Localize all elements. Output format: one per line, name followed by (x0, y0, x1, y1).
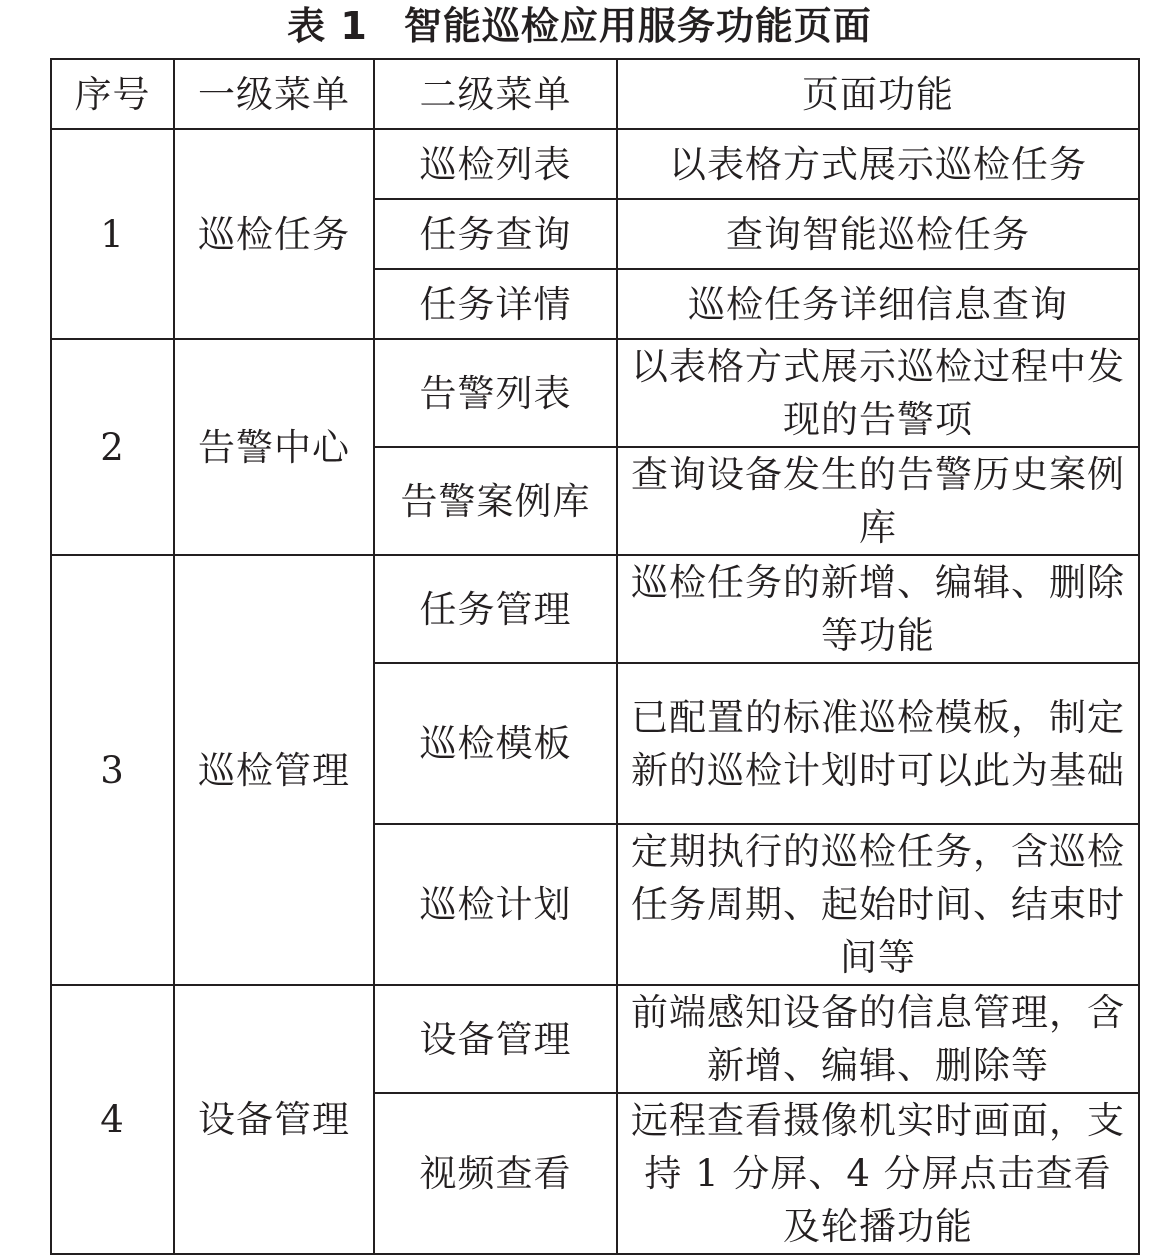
level2-menu: 设备管理 (374, 985, 617, 1093)
header-row (51, 59, 1139, 129)
header-function: 页面功能 (617, 59, 1139, 129)
table-row (51, 555, 1139, 663)
page-function: 巡检任务的新增、编辑、删除等功能 (617, 555, 1139, 663)
header-no: 序号 (51, 59, 174, 129)
caption-number: 表 1 (287, 4, 368, 48)
table-row (51, 339, 1139, 447)
level2-menu: 巡检模板 (374, 663, 617, 824)
level2-menu: 巡检列表 (374, 129, 617, 199)
level1-menu: 巡检任务 (174, 129, 374, 339)
page-function: 已配置的标准巡检模板，制定新的巡检计划时可以此为基础 (617, 663, 1139, 824)
page-function: 以表格方式展示巡检过程中发现的告警项 (617, 339, 1139, 447)
caption-title: 智能巡检应用服务功能页面 (403, 4, 872, 48)
level2-menu: 任务管理 (374, 555, 617, 663)
level1-menu: 设备管理 (174, 985, 374, 1254)
page-function: 以表格方式展示巡检任务 (617, 129, 1139, 199)
level2-menu: 任务查询 (374, 199, 617, 269)
page-function: 巡检任务详细信息查询 (617, 269, 1139, 339)
table-row (51, 129, 1139, 199)
level1-menu: 巡检管理 (174, 555, 374, 985)
level2-menu: 视频查看 (374, 1093, 617, 1254)
level1-menu: 告警中心 (174, 339, 374, 555)
level2-menu: 告警列表 (374, 339, 617, 447)
level2-menu: 告警案例库 (374, 447, 617, 555)
row-number: 1 (51, 129, 174, 339)
table-row (51, 985, 1139, 1093)
page-function: 前端感知设备的信息管理，含新增、编辑、删除等 (617, 985, 1139, 1093)
page-function: 远程查看摄像机实时画面，支持 1 分屏、4 分屏点击查看及轮播功能 (617, 1093, 1139, 1254)
page-function: 查询设备发生的告警历史案例库 (617, 447, 1139, 555)
row-number: 3 (51, 555, 174, 985)
page-function: 定期执行的巡检任务，含巡检任务周期、起始时间、结束时间等 (617, 824, 1139, 985)
level2-menu: 任务详情 (374, 269, 617, 339)
header-level1: 一级菜单 (174, 59, 374, 129)
row-number: 4 (51, 985, 174, 1254)
header-level2: 二级菜单 (374, 59, 617, 129)
function-table (50, 58, 1140, 1255)
row-number: 2 (51, 339, 174, 555)
page-function: 查询智能巡检任务 (617, 199, 1139, 269)
table-caption (0, 0, 1159, 56)
level2-menu: 巡检计划 (374, 824, 617, 985)
